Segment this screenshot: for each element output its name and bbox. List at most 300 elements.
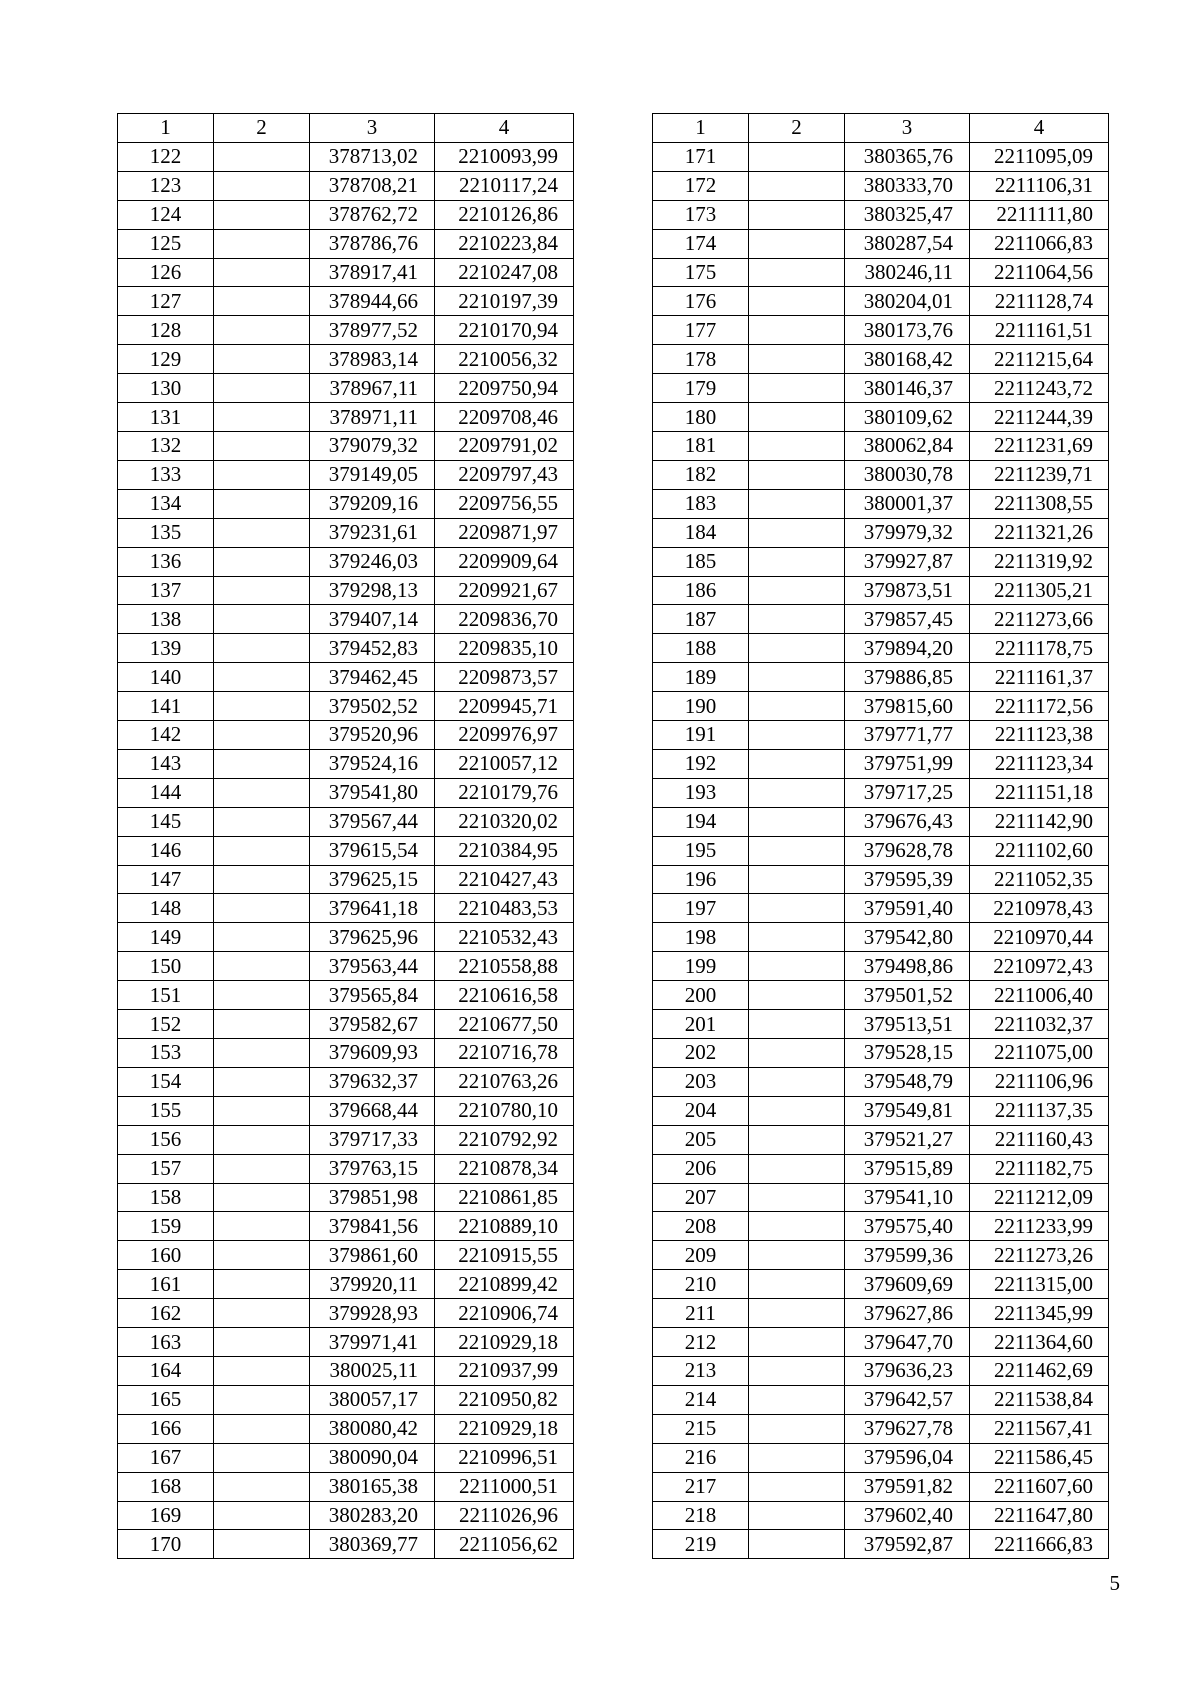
y-coordinate-cell: 2211102,60: [970, 836, 1109, 865]
table-row: [653, 836, 1109, 865]
column-2-cell: [749, 431, 845, 460]
y-coordinate-cell: 2210929,18: [435, 1328, 574, 1357]
y-coordinate-cell: 2211538,84: [970, 1385, 1109, 1414]
point-number-cell: 153: [118, 1039, 214, 1068]
column-2-cell: [214, 807, 310, 836]
point-number-cell: 218: [653, 1501, 749, 1530]
x-coordinate-cell: 379596,04: [845, 1443, 970, 1472]
table-row: [653, 807, 1109, 836]
y-coordinate-cell: 2209921,67: [435, 576, 574, 605]
y-coordinate-cell: 2211161,37: [970, 663, 1109, 692]
table-row: [118, 1385, 574, 1414]
column-2-cell: [214, 1067, 310, 1096]
column-2-cell: [214, 1212, 310, 1241]
point-number-cell: 126: [118, 258, 214, 287]
x-coordinate-cell: 380090,04: [310, 1443, 435, 1472]
column-2-cell: [214, 1183, 310, 1212]
x-coordinate-cell: 379861,60: [310, 1241, 435, 1270]
y-coordinate-cell: 2210532,43: [435, 923, 574, 952]
y-coordinate-cell: 2209873,57: [435, 663, 574, 692]
table-row: [653, 1125, 1109, 1154]
x-coordinate-cell: 379642,57: [845, 1385, 970, 1414]
point-number-cell: 208: [653, 1212, 749, 1241]
column-2-cell: [749, 316, 845, 345]
table-row: [653, 200, 1109, 229]
point-number-cell: 156: [118, 1125, 214, 1154]
table-row: [118, 1443, 574, 1472]
x-coordinate-cell: 379628,78: [845, 836, 970, 865]
point-number-cell: 188: [653, 634, 749, 663]
column-2-cell: [749, 1443, 845, 1472]
point-number-cell: 178: [653, 345, 749, 374]
table-row: [653, 547, 1109, 576]
x-coordinate-cell: 379563,44: [310, 952, 435, 981]
x-coordinate-cell: 379515,89: [845, 1154, 970, 1183]
point-number-cell: 204: [653, 1096, 749, 1125]
column-2-cell: [749, 403, 845, 432]
y-coordinate-cell: 2210126,86: [435, 200, 574, 229]
column-2-cell: [214, 865, 310, 894]
table-row: [118, 634, 574, 663]
point-number-cell: 190: [653, 692, 749, 721]
column-2-cell: [214, 142, 310, 171]
column-2-cell: [214, 721, 310, 750]
x-coordinate-cell: 378762,72: [310, 200, 435, 229]
column-2-cell: [214, 345, 310, 374]
y-coordinate-cell: 2209835,10: [435, 634, 574, 663]
column-2-cell: [214, 1443, 310, 1472]
x-coordinate-cell: 379501,52: [845, 981, 970, 1010]
y-coordinate-cell: 2211233,99: [970, 1212, 1109, 1241]
y-coordinate-cell: 2211095,09: [970, 142, 1109, 171]
y-coordinate-cell: 2211178,75: [970, 634, 1109, 663]
y-coordinate-cell: 2211647,80: [970, 1501, 1109, 1530]
y-coordinate-cell: 2210763,26: [435, 1067, 574, 1096]
column-2-cell: [749, 836, 845, 865]
table-row: [653, 865, 1109, 894]
x-coordinate-cell: 379541,10: [845, 1183, 970, 1212]
y-coordinate-cell: 2211032,37: [970, 1010, 1109, 1039]
x-coordinate-cell: 379521,27: [845, 1125, 970, 1154]
table-row: [118, 1154, 574, 1183]
point-number-cell: 168: [118, 1472, 214, 1501]
y-coordinate-cell: 2210170,94: [435, 316, 574, 345]
table-row: [653, 1039, 1109, 1068]
column-2-cell: [214, 1270, 310, 1299]
y-coordinate-cell: 2210057,12: [435, 749, 574, 778]
x-coordinate-cell: 379979,32: [845, 518, 970, 547]
x-coordinate-cell: 379627,78: [845, 1414, 970, 1443]
point-number-cell: 171: [653, 142, 749, 171]
point-number-cell: 180: [653, 403, 749, 432]
table-row: [653, 1241, 1109, 1270]
point-number-cell: 142: [118, 721, 214, 750]
table-row: [118, 894, 574, 923]
table-row: [118, 721, 574, 750]
y-coordinate-cell: 2211123,38: [970, 721, 1109, 750]
column-2-cell: [749, 923, 845, 952]
point-number-cell: 172: [653, 171, 749, 200]
point-number-cell: 125: [118, 229, 214, 258]
y-coordinate-cell: 2211064,56: [970, 258, 1109, 287]
x-coordinate-cell: 379565,84: [310, 981, 435, 1010]
column-2-cell: [214, 489, 310, 518]
y-coordinate-cell: 2210677,50: [435, 1010, 574, 1039]
column-2-cell: [749, 489, 845, 518]
column-2-cell: [749, 807, 845, 836]
point-number-cell: 212: [653, 1328, 749, 1357]
y-coordinate-cell: 2211273,26: [970, 1241, 1109, 1270]
page-number: 5: [1109, 1571, 1120, 1595]
x-coordinate-cell: 380287,54: [845, 229, 970, 258]
table-row: [118, 1414, 574, 1443]
point-number-cell: 154: [118, 1067, 214, 1096]
point-number-cell: 215: [653, 1414, 749, 1443]
y-coordinate-cell: 2211151,18: [970, 778, 1109, 807]
coordinates-table-right: [652, 113, 1109, 1559]
point-number-cell: 177: [653, 316, 749, 345]
x-coordinate-cell: 380030,78: [845, 460, 970, 489]
x-coordinate-cell: 379841,56: [310, 1212, 435, 1241]
x-coordinate-cell: 379886,85: [845, 663, 970, 692]
x-coordinate-cell: 379894,20: [845, 634, 970, 663]
y-coordinate-cell: 2210247,08: [435, 258, 574, 287]
table-row: [118, 518, 574, 547]
column-2-cell: [749, 1039, 845, 1068]
y-coordinate-cell: 2211137,35: [970, 1096, 1109, 1125]
y-coordinate-cell: 2211308,55: [970, 489, 1109, 518]
y-coordinate-cell: 2209871,97: [435, 518, 574, 547]
point-number-cell: 195: [653, 836, 749, 865]
table-row: [118, 316, 574, 345]
y-coordinate-cell: 2211666,83: [970, 1530, 1109, 1559]
y-coordinate-cell: 2209797,43: [435, 460, 574, 489]
x-coordinate-cell: 379079,32: [310, 431, 435, 460]
x-coordinate-cell: 379599,36: [845, 1241, 970, 1270]
column-2-cell: [214, 894, 310, 923]
x-coordinate-cell: 380109,62: [845, 403, 970, 432]
table-row: [653, 1328, 1109, 1357]
x-coordinate-cell: 379541,80: [310, 778, 435, 807]
column-2-cell: [749, 894, 845, 923]
column-2-cell: [214, 1096, 310, 1125]
x-coordinate-cell: 378983,14: [310, 345, 435, 374]
table-row: [118, 1299, 574, 1328]
x-coordinate-cell: 380057,17: [310, 1385, 435, 1414]
x-coordinate-cell: 379298,13: [310, 576, 435, 605]
table-row: [653, 489, 1109, 518]
column-2-cell: [749, 1010, 845, 1039]
x-coordinate-cell: 379928,93: [310, 1299, 435, 1328]
column-2-cell: [749, 1125, 845, 1154]
table-row: [118, 1067, 574, 1096]
table-row: [118, 605, 574, 634]
point-number-cell: 148: [118, 894, 214, 923]
column-2-cell: [749, 460, 845, 489]
y-coordinate-cell: 2211160,43: [970, 1125, 1109, 1154]
column-2-cell: [214, 981, 310, 1010]
table-row: [118, 1183, 574, 1212]
table-row: [118, 923, 574, 952]
x-coordinate-cell: 379920,11: [310, 1270, 435, 1299]
column-2-cell: [214, 749, 310, 778]
point-number-cell: 133: [118, 460, 214, 489]
y-coordinate-cell: 2210950,82: [435, 1385, 574, 1414]
column-2-cell: [214, 1299, 310, 1328]
x-coordinate-cell: 379609,69: [845, 1270, 970, 1299]
coordinates-table-left: [117, 113, 574, 1559]
column-2-cell: [214, 431, 310, 460]
x-coordinate-cell: 379591,82: [845, 1472, 970, 1501]
point-number-cell: 169: [118, 1501, 214, 1530]
header-row: [653, 114, 1109, 143]
table-row: [653, 749, 1109, 778]
y-coordinate-cell: 2210929,18: [435, 1414, 574, 1443]
y-coordinate-cell: 2211056,62: [435, 1530, 574, 1559]
point-number-cell: 191: [653, 721, 749, 750]
x-coordinate-cell: 379676,43: [845, 807, 970, 836]
x-coordinate-cell: 379641,18: [310, 894, 435, 923]
x-coordinate-cell: 379520,96: [310, 721, 435, 750]
x-coordinate-cell: 379625,15: [310, 865, 435, 894]
y-coordinate-cell: 2211586,45: [970, 1443, 1109, 1472]
point-number-cell: 217: [653, 1472, 749, 1501]
table-row: [653, 460, 1109, 489]
y-coordinate-cell: 2211106,96: [970, 1067, 1109, 1096]
point-number-cell: 134: [118, 489, 214, 518]
point-number-cell: 173: [653, 200, 749, 229]
point-number-cell: 130: [118, 374, 214, 403]
table-row: [653, 1096, 1109, 1125]
table-row: [118, 576, 574, 605]
point-number-cell: 131: [118, 403, 214, 432]
point-number-cell: 167: [118, 1443, 214, 1472]
y-coordinate-cell: 2211364,60: [970, 1328, 1109, 1357]
y-coordinate-cell: 2210056,32: [435, 345, 574, 374]
column-2-cell: [749, 749, 845, 778]
y-coordinate-cell: 2210558,88: [435, 952, 574, 981]
table-row: [653, 634, 1109, 663]
column-2-cell: [214, 1472, 310, 1501]
column-2-cell: [749, 692, 845, 721]
x-coordinate-cell: 380246,11: [845, 258, 970, 287]
y-coordinate-cell: 2210906,74: [435, 1299, 574, 1328]
x-coordinate-cell: 380146,37: [845, 374, 970, 403]
point-number-cell: 165: [118, 1385, 214, 1414]
column-2-cell: [214, 1328, 310, 1357]
table-row: [653, 1414, 1109, 1443]
table-row: [653, 316, 1109, 345]
x-coordinate-cell: 380025,11: [310, 1356, 435, 1385]
table-row: [653, 721, 1109, 750]
point-number-cell: 143: [118, 749, 214, 778]
column-2-cell: [214, 1414, 310, 1443]
table-row: [653, 431, 1109, 460]
x-coordinate-cell: 380283,20: [310, 1501, 435, 1530]
table-row: [653, 1067, 1109, 1096]
table-row: [653, 1154, 1109, 1183]
x-coordinate-cell: 378713,02: [310, 142, 435, 171]
point-number-cell: 193: [653, 778, 749, 807]
table-row: [653, 229, 1109, 258]
table-row: [118, 374, 574, 403]
x-coordinate-cell: 379513,51: [845, 1010, 970, 1039]
y-coordinate-cell: 2211111,80: [970, 200, 1109, 229]
column-2-cell: [749, 1299, 845, 1328]
x-coordinate-cell: 379771,77: [845, 721, 970, 750]
y-coordinate-cell: 2210937,99: [435, 1356, 574, 1385]
point-number-cell: 205: [653, 1125, 749, 1154]
x-coordinate-cell: 378786,76: [310, 229, 435, 258]
x-coordinate-cell: 379602,40: [845, 1501, 970, 1530]
table-row: [118, 981, 574, 1010]
point-number-cell: 216: [653, 1443, 749, 1472]
table-row: [118, 1010, 574, 1039]
y-coordinate-cell: 2209708,46: [435, 403, 574, 432]
y-coordinate-cell: 2211321,26: [970, 518, 1109, 547]
point-number-cell: 182: [653, 460, 749, 489]
column-2-cell: [214, 634, 310, 663]
table-row: [118, 1125, 574, 1154]
column-2-cell: [214, 518, 310, 547]
table-row: [118, 1096, 574, 1125]
column-2-cell: [749, 1328, 845, 1357]
table-row: [118, 1212, 574, 1241]
y-coordinate-cell: 2210792,92: [435, 1125, 574, 1154]
x-coordinate-cell: 379609,93: [310, 1039, 435, 1068]
point-number-cell: 211: [653, 1299, 749, 1328]
point-number-cell: 164: [118, 1356, 214, 1385]
y-coordinate-cell: 2209945,71: [435, 692, 574, 721]
column-2-cell: [749, 1067, 845, 1096]
column-2-cell: [214, 316, 310, 345]
table-row: [653, 287, 1109, 316]
column-2-cell: [749, 1096, 845, 1125]
point-number-cell: 150: [118, 952, 214, 981]
y-coordinate-cell: 2210427,43: [435, 865, 574, 894]
column-2-cell: [749, 634, 845, 663]
y-coordinate-cell: 2211273,66: [970, 605, 1109, 634]
y-coordinate-cell: 2211345,99: [970, 1299, 1109, 1328]
y-coordinate-cell: 2210223,84: [435, 229, 574, 258]
table-row: [118, 1241, 574, 1270]
y-coordinate-cell: 2210780,10: [435, 1096, 574, 1125]
x-coordinate-cell: 379927,87: [845, 547, 970, 576]
x-coordinate-cell: 379857,45: [845, 605, 970, 634]
point-number-cell: 219: [653, 1530, 749, 1559]
x-coordinate-cell: 379636,23: [845, 1356, 970, 1385]
x-coordinate-cell: 379595,39: [845, 865, 970, 894]
column-2-cell: [214, 200, 310, 229]
column-2-cell: [214, 287, 310, 316]
point-number-cell: 207: [653, 1183, 749, 1212]
column-2-cell: [749, 981, 845, 1010]
table-row: [118, 865, 574, 894]
x-coordinate-cell: 379462,45: [310, 663, 435, 692]
table-row: [653, 663, 1109, 692]
y-coordinate-cell: 2211026,96: [435, 1501, 574, 1530]
point-number-cell: 161: [118, 1270, 214, 1299]
x-coordinate-cell: 380333,70: [845, 171, 970, 200]
table-row: [118, 460, 574, 489]
point-number-cell: 155: [118, 1096, 214, 1125]
y-coordinate-cell: 2210915,55: [435, 1241, 574, 1270]
x-coordinate-cell: 379851,98: [310, 1183, 435, 1212]
column-2-cell: [214, 258, 310, 287]
x-coordinate-cell: 379668,44: [310, 1096, 435, 1125]
column-2-cell: [214, 1241, 310, 1270]
y-coordinate-cell: 2210889,10: [435, 1212, 574, 1241]
y-coordinate-cell: 2210996,51: [435, 1443, 574, 1472]
point-number-cell: 123: [118, 171, 214, 200]
table-row: [653, 1183, 1109, 1212]
point-number-cell: 199: [653, 952, 749, 981]
point-number-cell: 184: [653, 518, 749, 547]
x-coordinate-cell: 380001,37: [845, 489, 970, 518]
column-2-cell: [749, 345, 845, 374]
y-coordinate-cell: 2211075,00: [970, 1039, 1109, 1068]
x-coordinate-cell: 379498,86: [845, 952, 970, 981]
y-coordinate-cell: 2210899,42: [435, 1270, 574, 1299]
table-row: [118, 807, 574, 836]
y-coordinate-cell: 2211243,72: [970, 374, 1109, 403]
point-number-cell: 136: [118, 547, 214, 576]
table-row: [653, 1443, 1109, 1472]
point-number-cell: 158: [118, 1183, 214, 1212]
x-coordinate-cell: 380325,47: [845, 200, 970, 229]
x-coordinate-cell: 379751,99: [845, 749, 970, 778]
column-header: 4: [435, 114, 574, 143]
column-2-cell: [214, 923, 310, 952]
table-row: [653, 1299, 1109, 1328]
point-number-cell: 152: [118, 1010, 214, 1039]
table-row: [118, 1530, 574, 1559]
x-coordinate-cell: 378971,11: [310, 403, 435, 432]
column-header: 1: [118, 114, 214, 143]
y-coordinate-cell: 2211305,21: [970, 576, 1109, 605]
y-coordinate-cell: 2209976,97: [435, 721, 574, 750]
x-coordinate-cell: 379873,51: [845, 576, 970, 605]
column-2-cell: [214, 460, 310, 489]
point-number-cell: 183: [653, 489, 749, 518]
column-2-cell: [749, 1154, 845, 1183]
column-2-cell: [749, 374, 845, 403]
x-coordinate-cell: 379582,67: [310, 1010, 435, 1039]
y-coordinate-cell: 2209836,70: [435, 605, 574, 634]
column-2-cell: [214, 1010, 310, 1039]
x-coordinate-cell: 379763,15: [310, 1154, 435, 1183]
point-number-cell: 181: [653, 431, 749, 460]
column-2-cell: [749, 663, 845, 692]
point-number-cell: 138: [118, 605, 214, 634]
column-2-cell: [214, 229, 310, 258]
table-row: [118, 1328, 574, 1357]
y-coordinate-cell: 2211123,34: [970, 749, 1109, 778]
column-2-cell: [749, 721, 845, 750]
x-coordinate-cell: 379575,40: [845, 1212, 970, 1241]
x-coordinate-cell: 379592,87: [845, 1530, 970, 1559]
table-row: [118, 778, 574, 807]
y-coordinate-cell: 2210616,58: [435, 981, 574, 1010]
x-coordinate-cell: 380062,84: [845, 431, 970, 460]
x-coordinate-cell: 380165,38: [310, 1472, 435, 1501]
point-number-cell: 176: [653, 287, 749, 316]
table-row: [118, 1356, 574, 1385]
x-coordinate-cell: 379149,05: [310, 460, 435, 489]
x-coordinate-cell: 379549,81: [845, 1096, 970, 1125]
x-coordinate-cell: 379246,03: [310, 547, 435, 576]
point-number-cell: 202: [653, 1039, 749, 1068]
